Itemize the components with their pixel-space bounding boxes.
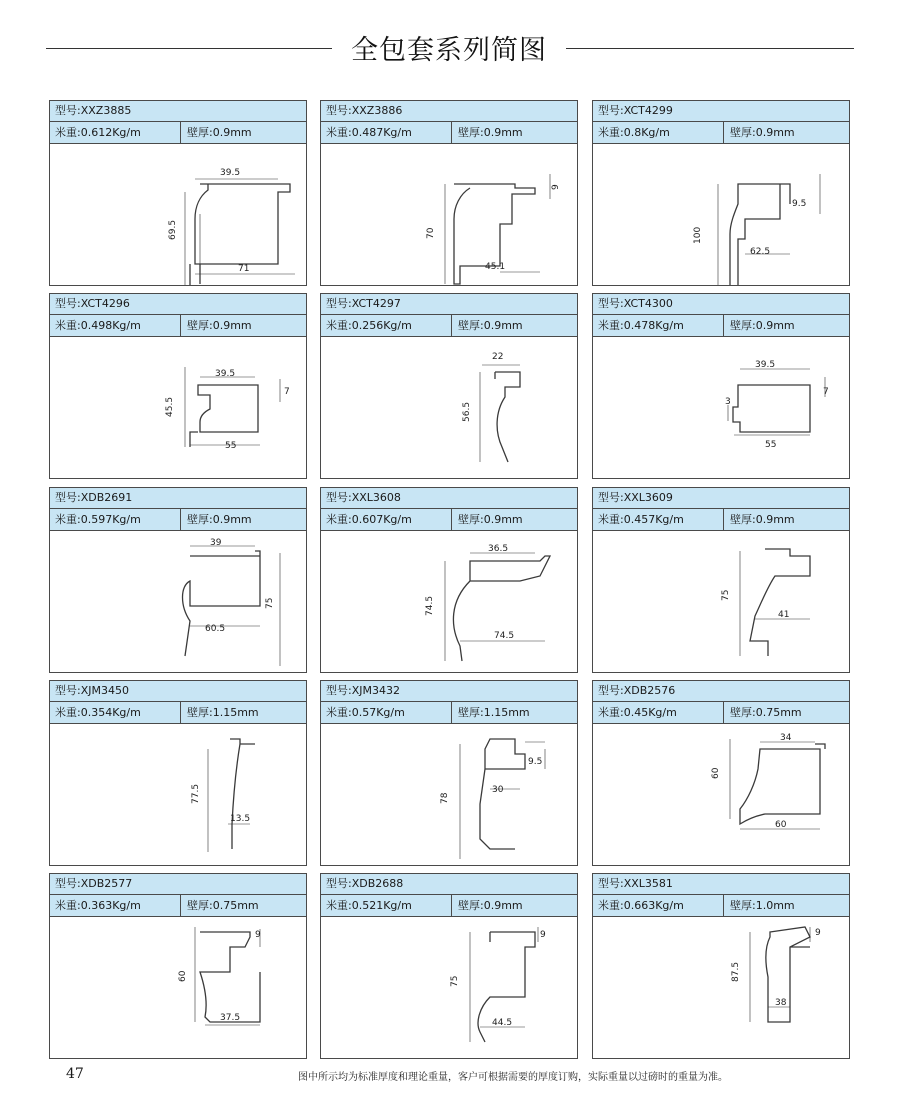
model-value: XCT4296 [80,297,130,310]
dimension-label: 77.5 [191,783,201,804]
model-label: 型号: [55,104,81,117]
thickness-value: 壁厚:0.9mm [730,513,795,526]
weight-value: 米重:0.487Kg/m [326,126,412,139]
profile-drawing [593,724,849,865]
spec-divider [451,509,452,530]
profile-drawing [593,917,849,1058]
dimension-label: 34 [780,733,792,743]
model-value: XCT4300 [623,297,673,310]
weight-value: 米重:0.363Kg/m [55,899,141,912]
weight-value: 米重:0.607Kg/m [326,513,412,526]
profile-drawing [321,531,577,672]
profile-svg [50,531,306,672]
dimension-label: 69.5 [168,219,178,240]
model-row [593,488,849,509]
title-bar [0,22,900,72]
profile-card [49,487,307,673]
dimension-label: 9.5 [528,757,543,767]
spec-divider [180,315,181,336]
spec-row [50,702,306,724]
dimension-label: 9 [815,928,821,938]
thickness-value: 壁厚:0.9mm [458,899,523,912]
spec-row [50,895,306,917]
weight-value: 米重:0.8Kg/m [598,126,670,139]
dimension-label: 3 [725,397,731,407]
spec-row [593,702,849,724]
profile-card [320,873,578,1059]
spec-row [50,509,306,531]
dimension-label: 56.5 [462,401,472,422]
weight-value: 米重:0.521Kg/m [326,899,412,912]
profile-svg [321,531,577,672]
profile-outline [766,927,810,1022]
page-title: 全包套系列简图 [351,35,547,66]
spec-row [593,122,849,144]
weight-value: 米重:0.256Kg/m [326,319,412,332]
thickness-value: 壁厚:1.15mm [458,706,530,719]
dimension-label: 9.5 [792,199,807,209]
spec-divider [723,509,724,530]
profile-outline [733,385,810,432]
thickness-value: 壁厚:0.9mm [730,319,795,332]
model-value: XXL3609 [623,491,673,504]
profile-card [49,680,307,866]
model-label: 型号: [55,877,81,890]
thickness-value: 壁厚:1.15mm [187,706,259,719]
dimension-label: 36.5 [488,544,509,554]
profile-drawing [593,144,849,285]
model-label: 型号: [598,877,624,890]
model-row [50,294,306,315]
dimension-label: 100 [693,226,703,244]
weight-value: 米重:0.478Kg/m [598,319,684,332]
profile-card [592,100,850,286]
spec-divider [180,895,181,916]
model-value: XDB2576 [623,684,676,697]
profile-outline [730,184,790,285]
profile-drawing [321,724,577,865]
dimension-label: 7 [284,387,290,397]
spec-divider [451,702,452,723]
dimension-lines [480,365,520,462]
profile-drawing [50,337,306,478]
dimension-label: 39.5 [215,369,236,379]
dimension-label: 70 [426,227,436,239]
spec-divider [723,702,724,723]
profile-outline [750,549,810,656]
profile-drawing [593,337,849,478]
model-value: XXL3581 [623,877,673,890]
model-row [50,874,306,895]
dimension-label: 22 [492,352,504,362]
spec-row [593,315,849,337]
model-row [321,874,577,895]
model-row [593,101,849,122]
title-rule-right [566,48,854,49]
spec-row [321,702,577,724]
profile-drawing [50,531,306,672]
dimension-label: 75 [265,597,275,609]
profile-card [592,680,850,866]
title-rule-left [46,48,332,49]
profile-outline [230,739,255,849]
profile-svg [593,337,849,478]
profile-drawing [321,337,577,478]
model-row [321,101,577,122]
profile-card [49,873,307,1059]
spec-divider [723,122,724,143]
dimension-label: 60 [178,970,188,982]
weight-value: 米重:0.457Kg/m [598,513,684,526]
thickness-value: 壁厚:0.9mm [458,513,523,526]
profile-outline [190,385,258,447]
profile-card [320,100,578,286]
profile-drawing [50,144,306,285]
model-value: XDB2688 [351,877,404,890]
footer-note: 图中所示均为标准厚度和理论重量，客户可根据需要的厚度订购，实际重量以过磅时的重量为准。 [298,1072,728,1083]
profile-svg [50,917,306,1058]
dimension-label: 9 [551,184,561,190]
spec-row [593,895,849,917]
profile-card [592,293,850,479]
dimension-lines [730,739,820,829]
model-value: XJM3432 [351,684,400,697]
spec-row [50,315,306,337]
spec-divider [451,122,452,143]
profile-drawing [50,917,306,1058]
model-value: XJM3450 [80,684,129,697]
profile-card [49,100,307,286]
weight-value: 米重:0.663Kg/m [598,899,684,912]
model-value: XXZ3886 [351,104,403,117]
profile-outline [495,372,520,462]
model-row [50,488,306,509]
model-label: 型号: [326,104,352,117]
model-label: 型号: [55,297,81,310]
model-label: 型号: [598,104,624,117]
thickness-value: 壁厚:0.9mm [187,513,252,526]
model-row [593,294,849,315]
dimension-label: 62.5 [750,247,771,257]
model-label: 型号: [598,491,624,504]
model-row [593,874,849,895]
profile-svg [593,724,849,865]
profile-card [592,873,850,1059]
page-number: 47 [66,1066,84,1082]
profile-drawing [321,917,577,1058]
spec-row [593,509,849,531]
dimension-label: 38 [775,998,787,1008]
dimension-label: 75 [721,589,731,601]
profile-svg [321,337,577,478]
model-label: 型号: [326,491,352,504]
model-value: XXL3608 [351,491,401,504]
model-label: 型号: [598,684,624,697]
profile-drawing [50,724,306,865]
dimension-label: 55 [225,441,237,451]
spec-divider [451,895,452,916]
model-label: 型号: [55,491,81,504]
dimension-label: 44.5 [492,1018,513,1028]
model-label: 型号: [326,297,352,310]
model-label: 型号: [326,877,352,890]
profile-svg [593,531,849,672]
profile-outline [200,932,260,1022]
spec-row [321,895,577,917]
thickness-value: 壁厚:0.9mm [187,319,252,332]
dimension-label: 9 [540,930,546,940]
profile-drawing [593,531,849,672]
profile-svg [593,917,849,1058]
model-row [321,488,577,509]
dimension-label: 60.5 [205,624,226,634]
dimension-label: 71 [238,264,250,274]
dimension-lines [195,927,260,1025]
weight-value: 米重:0.57Kg/m [326,706,405,719]
profile-card [592,487,850,673]
model-row [593,681,849,702]
profile-outline [453,556,550,661]
profile-svg [321,724,577,865]
dimension-label: 39 [210,538,222,548]
dimension-label: 30 [492,785,504,795]
model-row [321,681,577,702]
dimension-label: 60 [775,820,787,830]
spec-divider [180,122,181,143]
profile-svg [321,917,577,1058]
model-value: XCT4297 [351,297,401,310]
profile-outline [740,744,825,824]
profile-card [320,680,578,866]
dimension-label: 74.5 [425,595,435,616]
model-value: XCT4299 [623,104,673,117]
model-row [50,101,306,122]
model-value: XDB2577 [80,877,133,890]
spec-divider [723,895,724,916]
spec-divider [180,702,181,723]
dimension-label: 9 [255,930,261,940]
weight-value: 米重:0.597Kg/m [55,513,141,526]
profile-svg [50,144,306,285]
profile-svg [50,337,306,478]
dimension-label: 39.5 [755,360,776,370]
dimension-label: 74.5 [494,631,515,641]
thickness-value: 壁厚:0.9mm [187,126,252,139]
thickness-value: 壁厚:1.0mm [730,899,795,912]
model-row [50,681,306,702]
thickness-value: 壁厚:0.75mm [187,899,259,912]
profile-card [49,293,307,479]
profile-svg [50,724,306,865]
dimension-label: 41 [778,610,790,620]
dimension-label: 60 [711,767,721,779]
dimension-label: 37.5 [220,1013,241,1023]
profile-drawing [321,144,577,285]
profile-card [320,293,578,479]
dimension-label: 87.5 [731,961,741,982]
model-value: XDB2691 [80,491,133,504]
dimension-label: 45.1 [485,262,506,272]
profile-outline [183,551,261,656]
spec-row [50,122,306,144]
model-label: 型号: [326,684,352,697]
dimension-lines [185,367,280,447]
model-label: 型号: [55,684,81,697]
profile-svg [593,144,849,285]
dimension-lines [718,174,820,285]
weight-value: 米重:0.354Kg/m [55,706,141,719]
spec-divider [451,315,452,336]
model-value: XXZ3885 [80,104,132,117]
model-label: 型号: [598,297,624,310]
weight-value: 米重:0.612Kg/m [55,126,141,139]
model-row [321,294,577,315]
dimension-label: 13.5 [230,814,251,824]
profile-card [320,487,578,673]
weight-value: 米重:0.498Kg/m [55,319,141,332]
weight-value: 米重:0.45Kg/m [598,706,677,719]
spec-row [321,122,577,144]
thickness-value: 壁厚:0.75mm [730,706,802,719]
profile-svg [321,144,577,285]
dimension-label: 55 [765,440,777,450]
spec-divider [723,315,724,336]
dimension-label: 7 [823,387,829,397]
dimension-label: 39.5 [220,168,241,178]
thickness-value: 壁厚:0.9mm [730,126,795,139]
dimension-label: 45.5 [165,396,175,417]
dimension-lines [208,749,250,852]
thickness-value: 壁厚:0.9mm [458,319,523,332]
spec-row [321,315,577,337]
spec-row [321,509,577,531]
spec-divider [180,509,181,530]
dimension-label: 75 [450,975,460,987]
thickness-value: 壁厚:0.9mm [458,126,523,139]
dimension-label: 78 [440,792,450,804]
